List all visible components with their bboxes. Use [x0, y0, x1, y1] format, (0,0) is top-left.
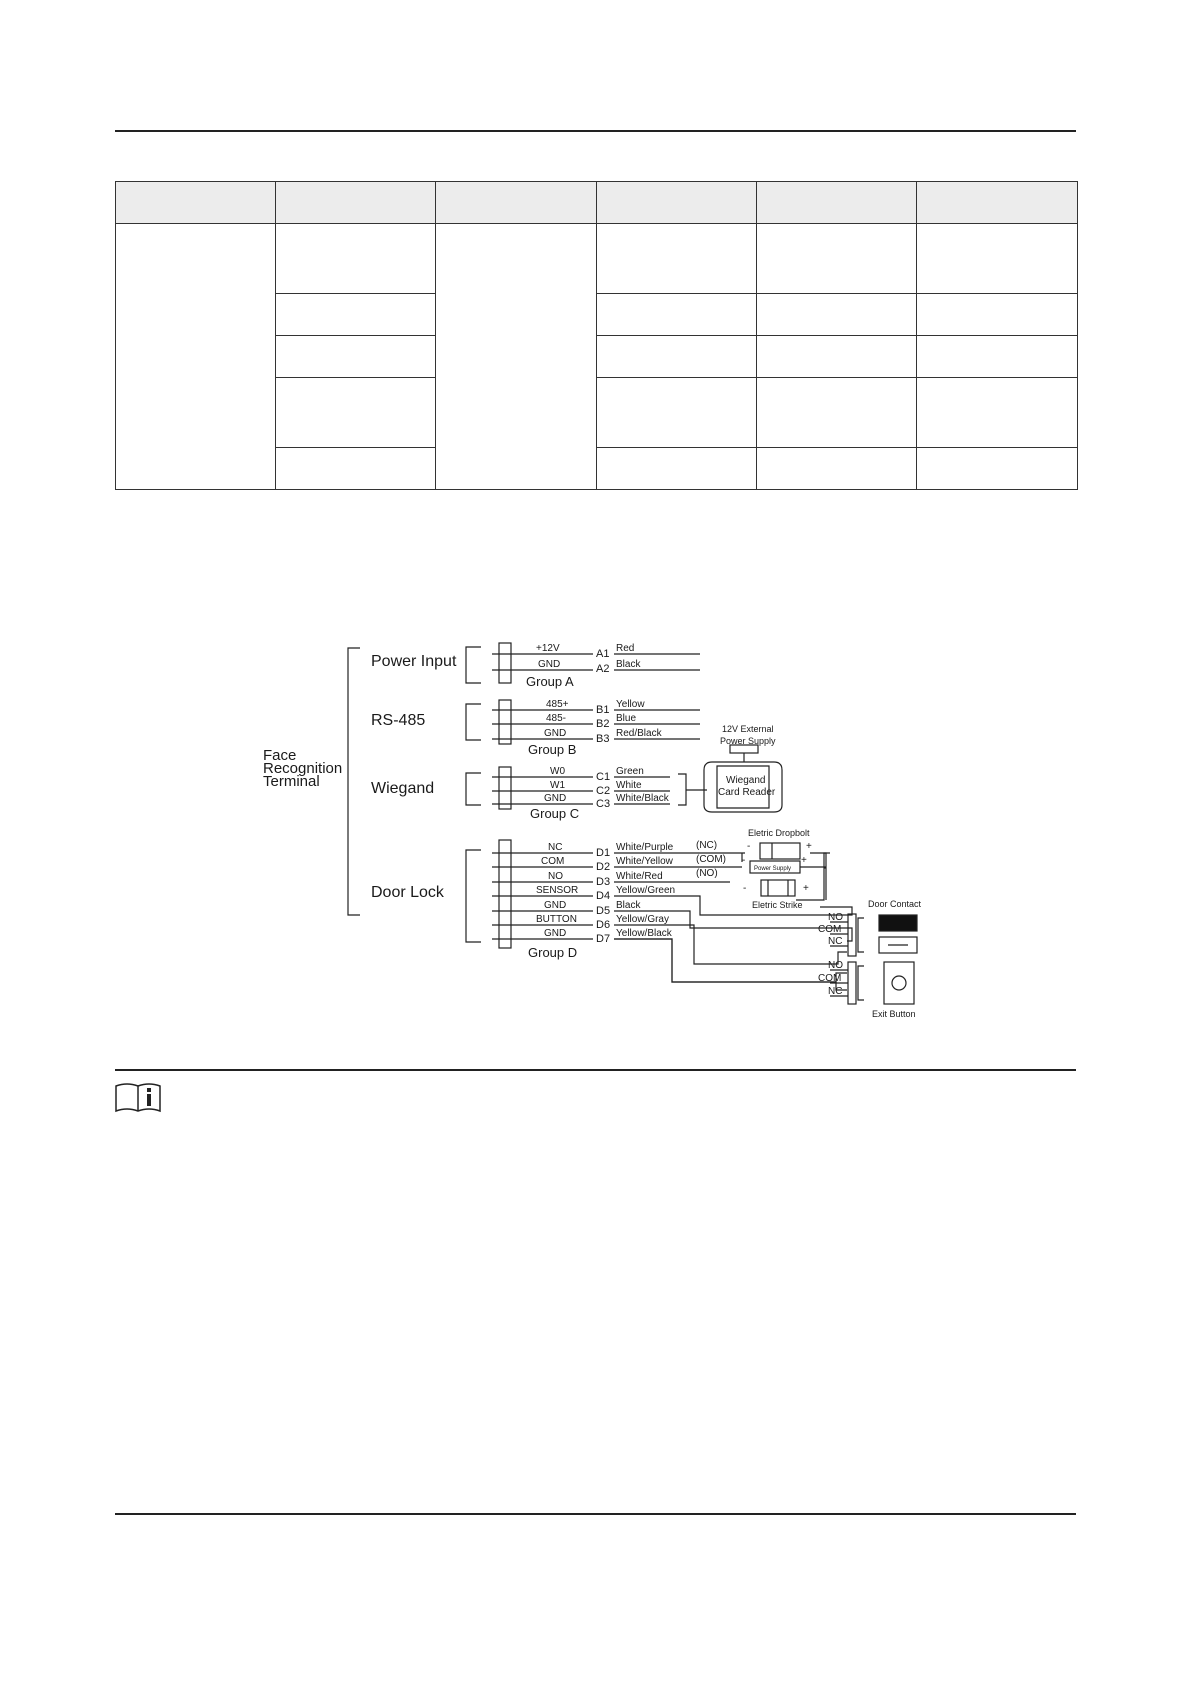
group-a-bracket [466, 647, 481, 683]
pin-label: GND [544, 928, 567, 939]
pin-label: 485+ [546, 699, 569, 710]
pin-code: B1 [596, 704, 610, 716]
group-name-door-lock: Door Lock [371, 884, 444, 901]
pin-label: 485- [546, 713, 567, 724]
pin-code: D2 [596, 861, 611, 873]
wire-color: Black [616, 900, 641, 911]
terminal-label: Face Recognition Terminal [263, 747, 343, 790]
sensor-wire [614, 896, 852, 915]
wire-color: White/Yellow [616, 856, 673, 867]
lock-term: (NO) [696, 868, 718, 879]
group-d-bracket [466, 850, 481, 942]
pin-code: D1 [596, 847, 611, 859]
pin-label: GND [544, 900, 567, 911]
pin-label: GND [538, 659, 561, 670]
pin-label: +12V [536, 643, 560, 654]
group-label-c: Group C [530, 806, 580, 821]
pin-code: D6 [596, 919, 611, 931]
exit-button-plate [884, 962, 914, 1004]
pin-code: C1 [596, 771, 611, 783]
wire-color: White/Purple [616, 842, 674, 853]
group-name-power: Power Input [371, 653, 457, 670]
pin-label: GND [544, 728, 567, 739]
pin-code: D7 [596, 933, 611, 945]
group-name-rs485: RS-485 [371, 712, 426, 729]
door-contact-label: Door Contact [868, 899, 922, 909]
contact-term: NO [828, 912, 843, 923]
group-c-bracket [466, 773, 481, 805]
pin-code: C3 [596, 798, 611, 810]
footer-rule [115, 1513, 1076, 1515]
wiegand-reader-label: Wiegand Card Reader [718, 775, 776, 798]
group-label-d: Group D [528, 945, 578, 960]
pin-code: B2 [596, 718, 610, 730]
wire-color: Yellow/Gray [616, 914, 669, 925]
pin-label: GND [544, 793, 567, 804]
group-d-connector [499, 840, 511, 948]
pin-code: A2 [596, 663, 610, 675]
strike-label: Eletric Strike [752, 900, 803, 910]
pin-label: SENSOR [536, 885, 579, 896]
polarity-plus: + [801, 855, 807, 866]
pin-label: W1 [550, 780, 565, 791]
group-name-wiegand: Wiegand [371, 780, 435, 797]
button-term: COM [818, 973, 842, 984]
pin-code: D4 [596, 890, 611, 902]
pin-code: A1 [596, 648, 610, 660]
exit-button-label: Exit Button [872, 1009, 916, 1019]
wire-color: White [616, 780, 642, 791]
group-label-b: Group B [528, 742, 577, 757]
button-term: NC [828, 986, 843, 997]
pin-label: NO [548, 871, 563, 882]
pin-label: NC [548, 842, 563, 853]
group-b-bracket [466, 704, 481, 740]
lock-term: (COM) [696, 854, 726, 865]
wire-color: White/Red [616, 871, 663, 882]
strike-body [761, 880, 795, 896]
power-supply-label: Power Supply [754, 866, 792, 872]
wire-color: White/Black [616, 793, 669, 804]
wire-color: Blue [616, 713, 637, 724]
pin-label: COM [541, 856, 565, 867]
ext-power-label: 12V External Power Supply [720, 724, 776, 746]
wire-color: Red/Black [616, 728, 662, 739]
exit-button-knob [892, 976, 906, 990]
wire-color: Yellow/Black [616, 928, 672, 939]
info-note-icon [115, 1080, 161, 1113]
polarity-minus: - [742, 855, 746, 866]
wire-color: Red [616, 643, 635, 654]
pin-code: C2 [596, 785, 611, 797]
polarity-minus: - [747, 841, 751, 852]
door-contact-magnet [879, 915, 917, 931]
wire-color: Yellow [616, 699, 645, 710]
pin-code: B3 [596, 733, 610, 745]
exit-button-terminal [848, 962, 856, 1004]
contact-term: NC [828, 936, 843, 947]
wire-color: Black [616, 659, 641, 670]
pin-label: W0 [550, 766, 565, 777]
pin-code: D5 [596, 905, 611, 917]
ext-power-box [730, 745, 758, 753]
wire-color: Yellow/Green [616, 885, 676, 896]
group-b-connector [499, 700, 511, 744]
pin-label: BUTTON [536, 914, 577, 925]
group-c-connector [499, 767, 511, 809]
button-term: NO [828, 960, 843, 971]
polarity-plus: + [803, 883, 809, 894]
polarity-plus: + [806, 841, 812, 852]
group-label-a: Group A [526, 674, 574, 689]
contact-term: COM [818, 924, 842, 935]
wire-color: Green [616, 766, 644, 777]
polarity-minus: - [743, 883, 747, 894]
dropbolt-body [760, 843, 800, 859]
dropbolt-label: Eletric Dropbolt [748, 828, 810, 838]
lock-term: (NC) [696, 840, 718, 851]
note-rule [115, 1069, 1076, 1071]
pin-code: D3 [596, 876, 611, 888]
terminal-bracket [348, 648, 360, 915]
group-a-connector [499, 643, 511, 683]
